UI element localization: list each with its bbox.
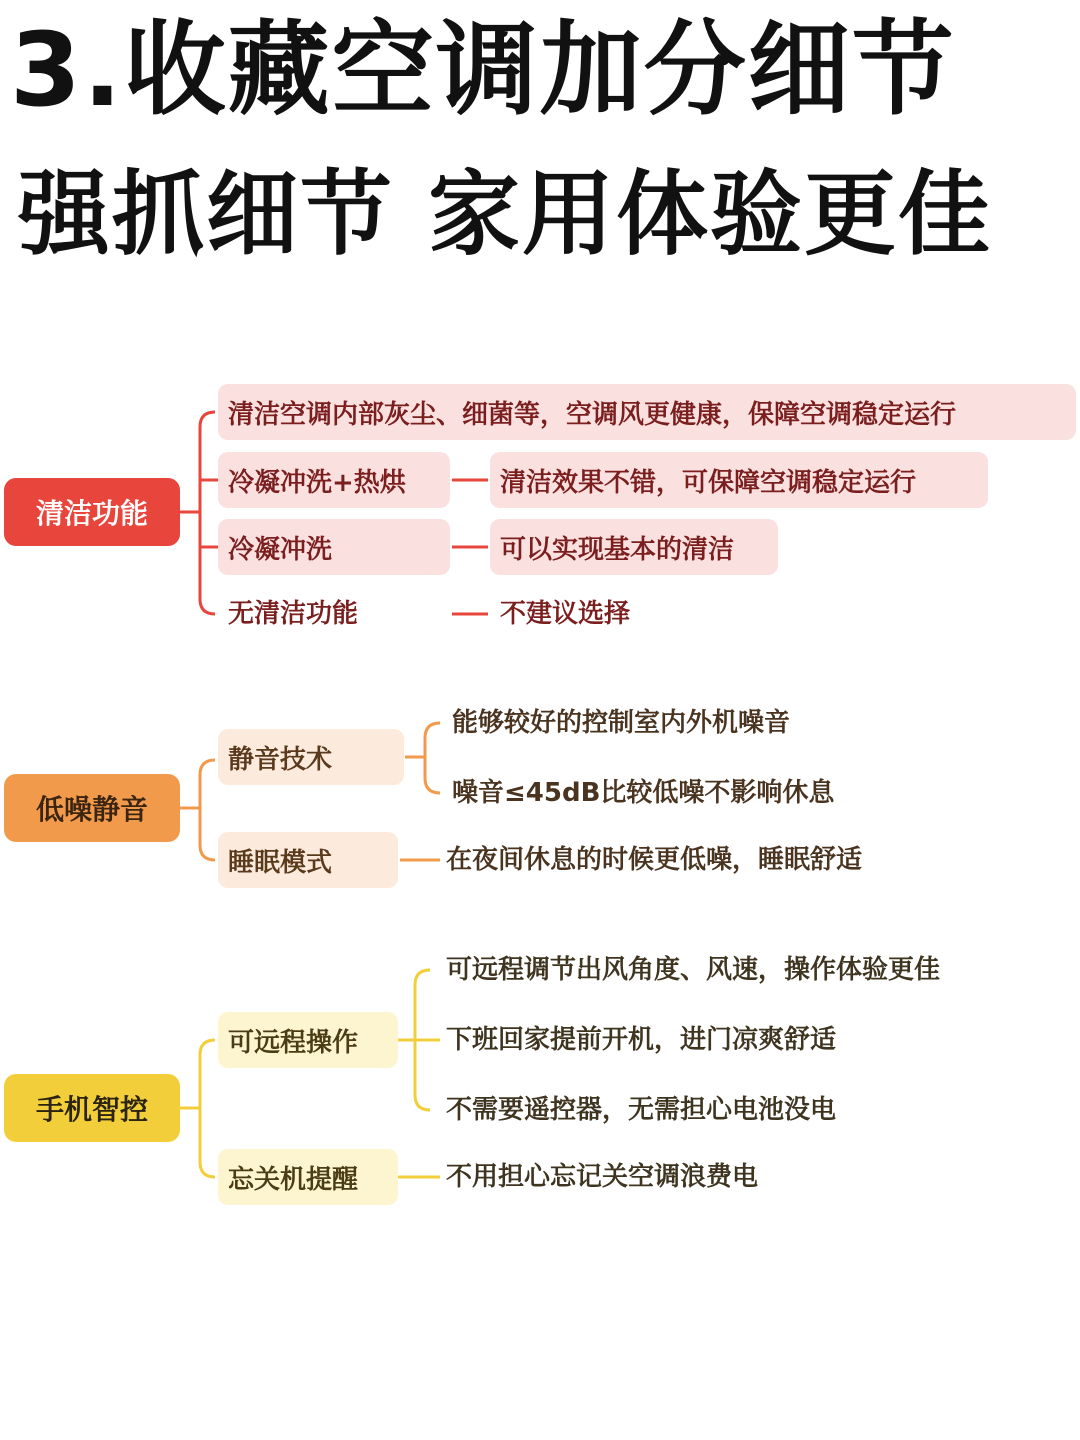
cleaning-option-none: 无清洁功能 <box>228 599 359 629</box>
cleaning-summary-box: 清洁空调内部灰尘、细菌等，空调风更健康，保障空调稳定运行 <box>218 384 1076 440</box>
page-title-line1: 3.收藏空调加分细节 <box>10 11 956 130</box>
page-title-line2: 强抓细节 家用体验更佳 <box>18 161 993 268</box>
cleaning-option-condense-dry: 冷凝冲洗+热烘 <box>218 452 450 508</box>
quiet-tech-detail-1: 能够较好的控制室内外机噪音 <box>452 708 791 738</box>
connector-smart-bracket <box>200 1040 215 1177</box>
quiet-option-sleep: 睡眠模式 <box>218 832 398 888</box>
smart-option-reminder: 忘关机提醒 <box>218 1149 398 1205</box>
quiet-option-tech: 静音技术 <box>218 729 404 785</box>
cleaning-option-condense-dry-detail: 清洁效果不错，可保障空调稳定运行 <box>490 452 988 508</box>
smart-remote-detail-3: 不需要遥控器，无需担心电池没电 <box>446 1095 837 1125</box>
branch-smart-root: 手机智控 <box>4 1074 180 1142</box>
connector-quiet-sub1-bracket <box>425 723 440 793</box>
connector-cleaning-bracket <box>200 412 215 614</box>
branch-quiet-root: 低噪静音 <box>4 774 180 842</box>
quiet-tech-detail-2: 噪音≤45dB比较低噪不影响休息 <box>452 778 835 808</box>
smart-reminder-detail: 不用担心忘记关空调浪费电 <box>446 1162 759 1192</box>
smart-remote-detail-2: 下班回家提前开机，进门凉爽舒适 <box>446 1025 837 1055</box>
cleaning-option-condense: 冷凝冲洗 <box>218 519 450 575</box>
connector-smart-sub1-bracket <box>415 970 430 1110</box>
quiet-sleep-detail: 在夜间休息的时候更低噪，睡眠舒适 <box>446 845 863 875</box>
smart-option-remote: 可远程操作 <box>218 1012 398 1068</box>
cleaning-option-condense-detail: 可以实现基本的清洁 <box>490 519 778 575</box>
smart-remote-detail-1: 可远程调节出风角度、风速，操作体验更佳 <box>446 955 941 985</box>
connector-quiet-bracket <box>200 760 215 860</box>
branch-cleaning-root: 清洁功能 <box>4 478 180 546</box>
cleaning-option-none-detail: 不建议选择 <box>500 599 631 629</box>
